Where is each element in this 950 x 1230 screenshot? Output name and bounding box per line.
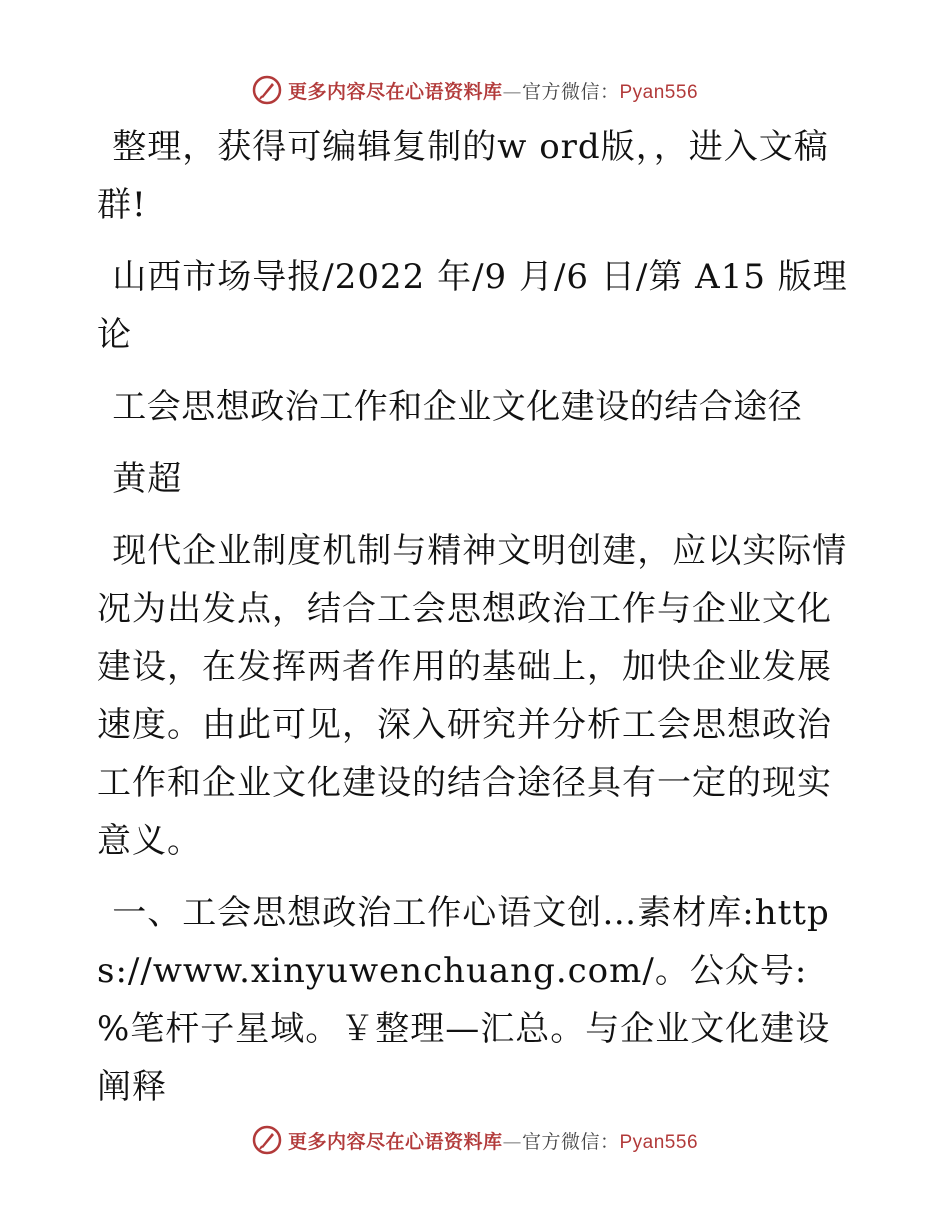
banner-main-text: 更多内容尽在心语资料库 <box>287 1130 503 1153</box>
banner-wechat-id: Pyan556 <box>619 1131 699 1153</box>
intro-paragraph: 整理，获得可编辑复制的w ord版，，进入文稿群! <box>97 127 829 225</box>
article-title: 工会思想政治工作和企业文化建设的结合途径 <box>112 387 803 427</box>
banner-separator: — <box>502 1130 522 1153</box>
banner-separator: — <box>502 80 522 103</box>
banner-wechat-label: 官方微信： <box>521 80 620 103</box>
feather-pen-logo-icon <box>252 75 282 105</box>
document-body <box>97 118 852 1130</box>
feather-pen-logo-icon <box>252 1125 282 1155</box>
banner-wechat-label: 官方微信： <box>521 1130 620 1153</box>
section-one-paragraph: 一、工会思想政治工作心语文创…素材库:https://www.xinyuwenchuang.com/。公众号: %笔杆子星域。￥整理—汇总。与企业文化建设阐释 <box>97 893 831 1107</box>
source-line: 山西市场导报/2022 年/9 月/6 日/第 A15 版理论 <box>97 257 848 355</box>
banner-wechat-id: Pyan556 <box>619 81 699 103</box>
banner-main-text: 更多内容尽在心语资料库 <box>287 80 503 103</box>
author-name: 黄超 <box>112 459 183 499</box>
abstract-paragraph: 现代企业制度机制与精神文明创建，应以实际情况为出发点，结合工会思想政治工作与企业文化建设，在发挥两者作用的基础上，加快企业发展速度。由此可见，深入研究并分析工会思想政治工作和企业文化建设的结合途径具有一定的现实意义。 <box>97 531 848 861</box>
header-banner <box>0 70 950 110</box>
footer-banner <box>0 1120 950 1160</box>
